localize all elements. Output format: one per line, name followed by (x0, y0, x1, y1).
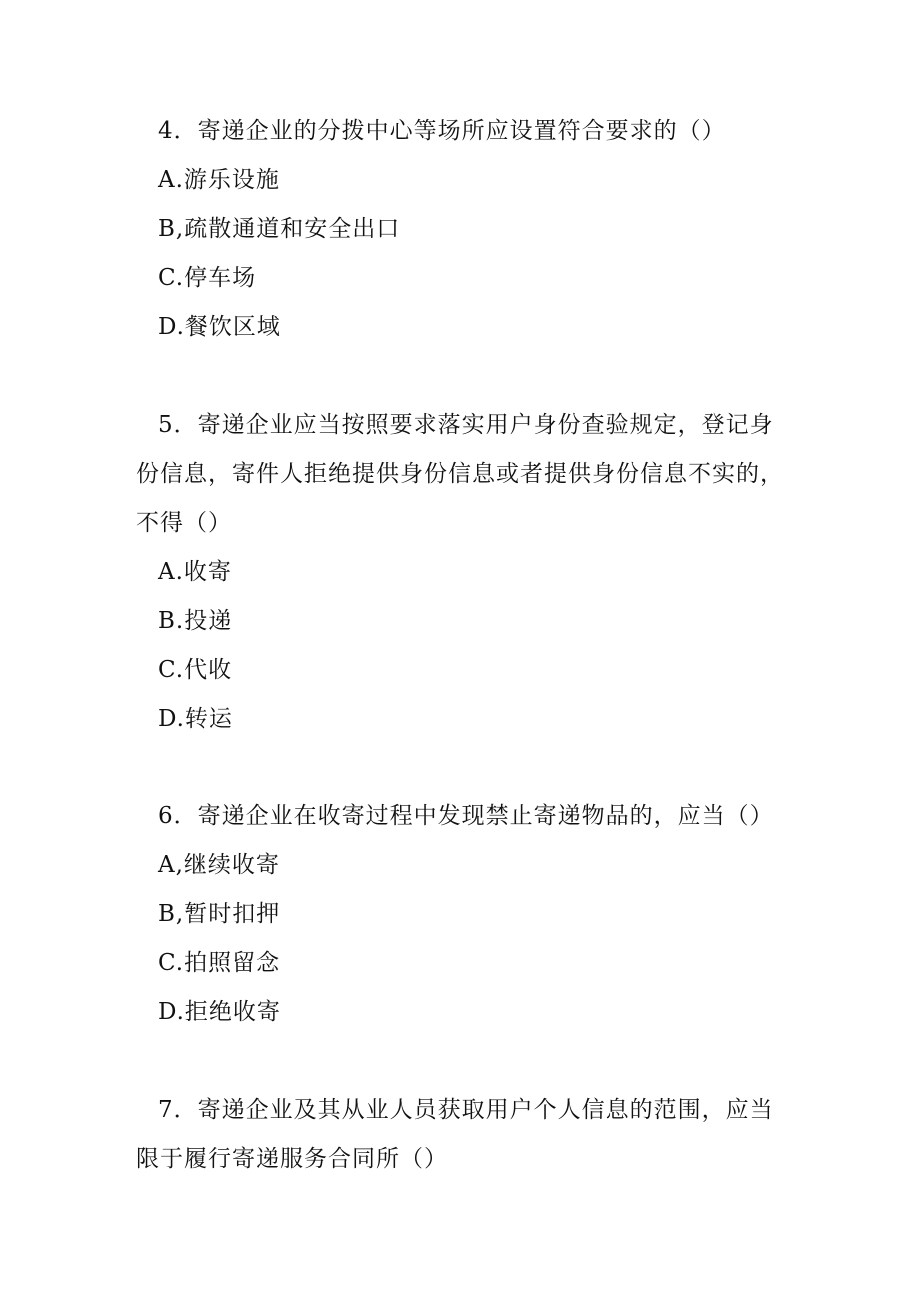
question-6-option-b: B,暂时扣押 (158, 901, 281, 927)
question-6-option-d: D.拒绝收寄 (158, 999, 281, 1025)
question-6-option-a: A,继续收寄 (158, 852, 280, 878)
question-4-option-a: A.游乐设施 (158, 167, 280, 193)
question-4-option-c: C.停车场 (158, 265, 257, 291)
question-4-text: 4．寄递企业的分拨中心等场所应设置符合要求的（） (158, 118, 726, 144)
question-4-option-b: B,疏散通道和安全出口 (158, 216, 401, 242)
question-5-text-line-2: 份信息，寄件人拒绝提供身份信息或者提供身份信息不实的， (136, 461, 784, 487)
question-4-option-d: D.餐饮区域 (158, 314, 281, 340)
question-5-option-d: D.转运 (158, 706, 233, 732)
question-5-option-a: A.收寄 (158, 559, 232, 585)
question-5-option-b: B.投递 (158, 608, 233, 634)
question-5-text-line-3: 不得（） (136, 510, 232, 536)
question-5-text-line-1: 5．寄递企业应当按照要求落实用户身份查验规定，登记身 (158, 412, 774, 438)
question-7-text-line-2: 限于履行寄递服务合同所（） (136, 1146, 448, 1172)
question-6-option-c: C.拍照留念 (158, 950, 281, 976)
question-7-text-line-1: 7．寄递企业及其从业人员获取用户个人信息的范围，应当 (158, 1097, 774, 1123)
question-5-option-c: C.代收 (158, 657, 233, 683)
question-6-text: 6．寄递企业在收寄过程中发现禁止寄递物品的，应当（） (158, 803, 774, 829)
